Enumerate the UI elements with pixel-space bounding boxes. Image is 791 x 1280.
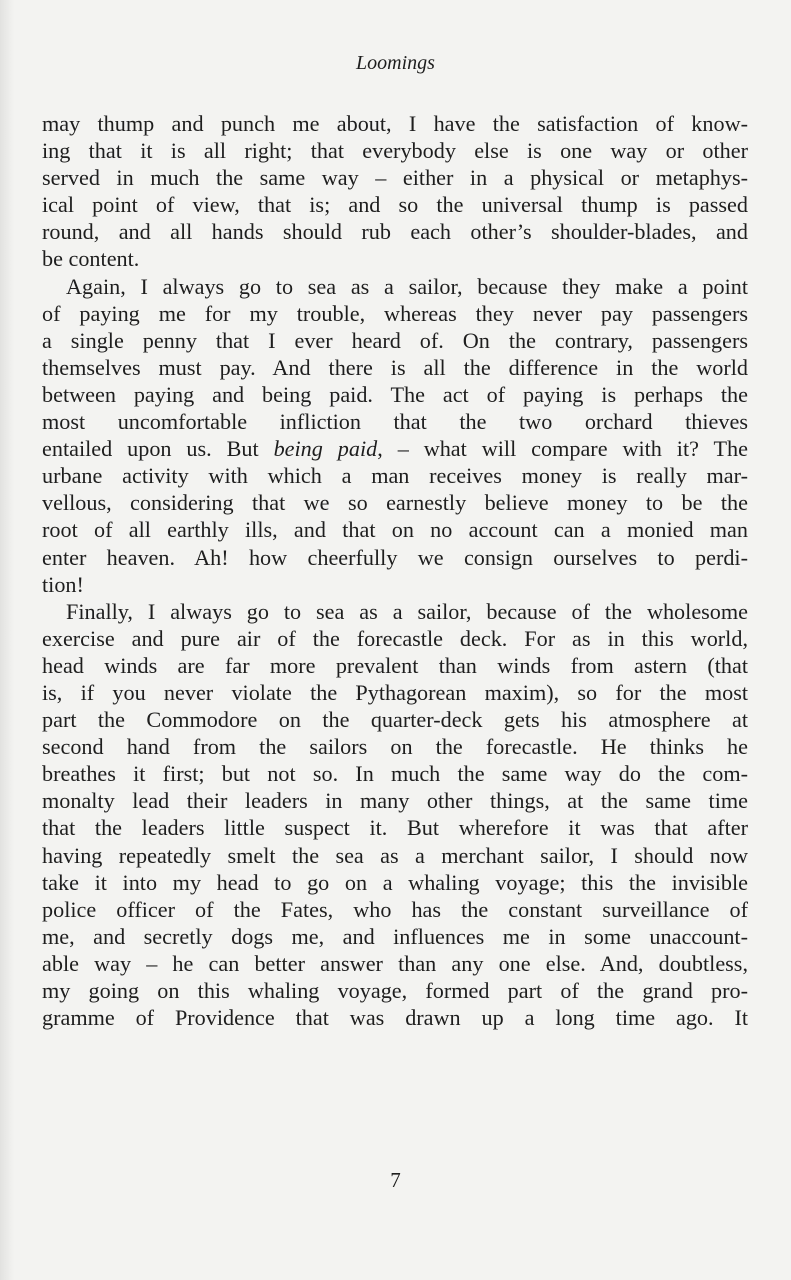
text-line: having repeatedly smelt the sea as a merchant sailor, I should now [42, 842, 748, 868]
text-line: ical point of view, that is; and so the universal thump is passed [42, 192, 748, 218]
text-line: take it into my head to go on a whaling voyage; this the invisible [42, 869, 748, 895]
text-line: vellous, considering that we so earnestly believe money to be the [42, 490, 748, 516]
text-line: is, if you never violate the Pythagorean maxim), so for the most [42, 679, 748, 705]
text-line: ing that it is all right; that everybody else is one way or other [42, 138, 748, 164]
text-line: head winds are far more prevalent than winds from astern (that [42, 652, 748, 678]
text-line: a single penny that I ever heard of. On the contrary, passengers [42, 327, 748, 353]
paragraph [42, 273, 748, 598]
text-line: entailed upon us. But being paid, – what will compare with it? The [42, 436, 748, 462]
text-line: be content. [42, 246, 140, 272]
text-line: most uncomfortable infliction that the two orchard thieves [42, 409, 748, 435]
text-line: breathes it first; but not so. In much the same way do the com- [42, 761, 748, 787]
text-line: my going on this whaling voyage, formed part of the grand pro- [42, 978, 748, 1003]
text-line: that the leaders little suspect it. But wherefore it was that after [42, 815, 748, 841]
page-edge-shadow [0, 0, 14, 1280]
text-line: part the Commodore on the quarter-deck gets his atmosphere at [42, 707, 748, 733]
running-header: Loomings [356, 52, 435, 74]
text-line: gramme of Providence that was drawn up a long time ago. It [42, 1005, 748, 1031]
text-line: exercise and pure air of the forecastle deck. For as in this world, [42, 625, 748, 651]
text-line: served in much the same way – either in a physical or metaphys- [42, 165, 748, 191]
text-line: urbane activity with which a man receives money is really mar- [42, 463, 748, 489]
page-number: 7 [390, 1168, 401, 1192]
text-line: tion! [42, 571, 84, 597]
text-line: monalty lead their leaders in many other things, at the same time [42, 788, 748, 814]
text-line: me, and secretly dogs me, and influences me in some unaccount- [42, 923, 748, 949]
page-body [42, 110, 748, 1031]
text-line: police officer of the Fates, who has the constant surveillance of [42, 896, 748, 922]
text-line: may thump and punch me about, I have the satisfaction of know- [42, 111, 748, 136]
text-line: between paying and being paid. The act of paying is perhaps the [42, 381, 748, 407]
text-line: enter heaven. Ah! how cheerfully we consign ourselves to perdi- [42, 544, 748, 570]
text-line: second hand from the sailors on the forecastle. He thinks he [42, 734, 748, 760]
paragraph [42, 110, 748, 273]
text-line: root of all earthly ills, and that on no account can a monied man [42, 517, 748, 543]
text-line: themselves must pay. And there is all the difference in the world [42, 354, 748, 380]
text-line: of paying me for my trouble, whereas they never pay passengers [42, 300, 748, 326]
paragraph [42, 598, 748, 1032]
text-line: able way – he can better answer than any one else. And, doubtless, [42, 950, 748, 976]
text-line: Again, I always go to sea as a sailor, because they make a point [66, 273, 748, 299]
text-line: round, and all hands should rub each other’s shoulder-blades, and [42, 219, 748, 245]
text-line: Finally, I always go to sea as a sailor, because of the wholesome [66, 598, 748, 624]
